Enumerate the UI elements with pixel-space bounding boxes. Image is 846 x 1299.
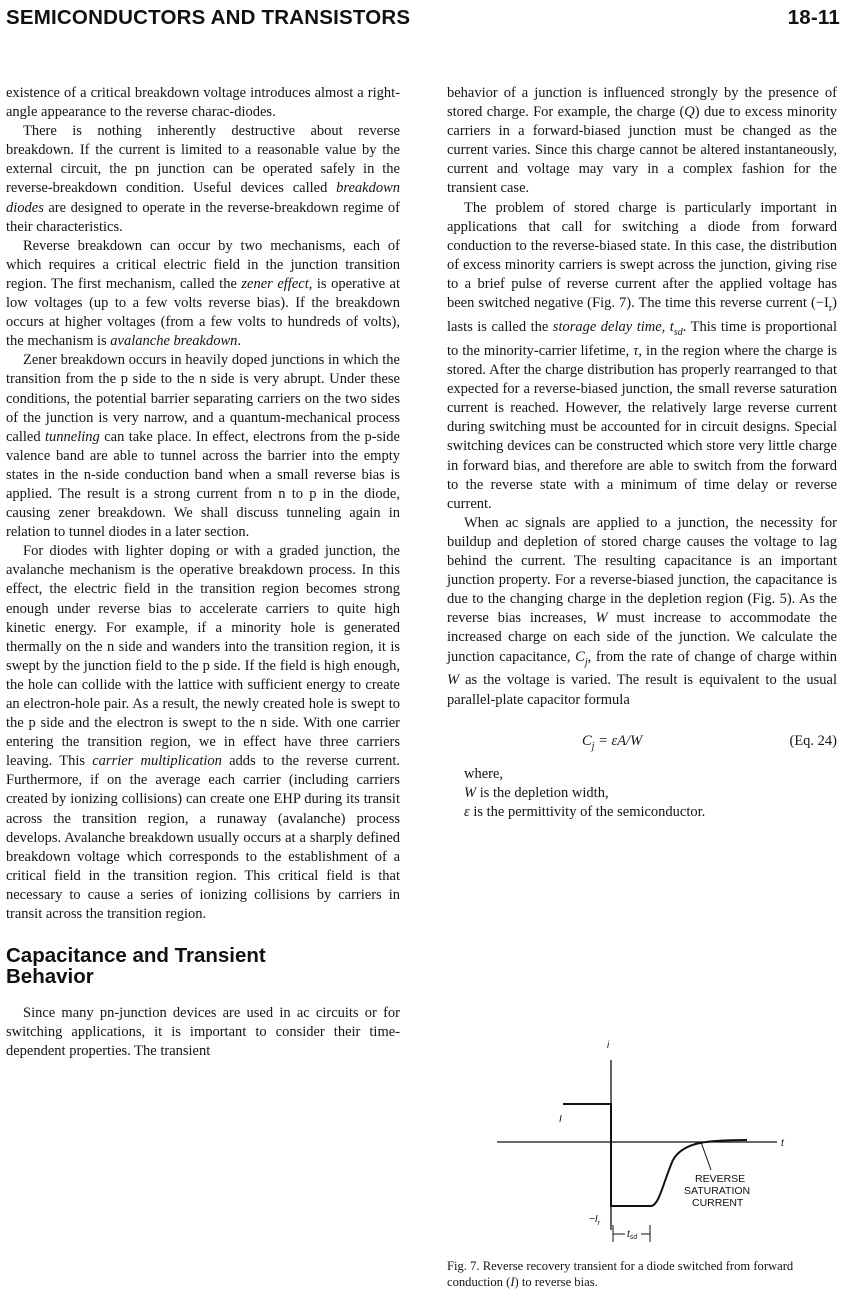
emphasis: zener effect, <box>241 275 313 292</box>
emphasis: breakdown diodes <box>6 180 400 216</box>
definition-item: W is the depletion width, <box>464 784 609 801</box>
paragraph: Zener breakdown occurs in heavily doped junctions in which the transition from the p side to the n side is very abrupt. Under these conditions, the potential barrier separating carriers on the two sides of the junction is very narrow, and a quantum-mechanical process called tunneling can take place. In effect, electrons from the p-side valence band are able to tunnel across the barrier into the empty states in the n-side conduction band when a small reverse bias is applied. The result is a strong current from n to p in the diode, causing zener breakdown. We shall discuss tunneling again in relation to tunnel diodes in a later section. <box>6 352 400 541</box>
definition-list <box>447 784 837 822</box>
paragraph: behavior of a junction is influenced strongly by the presence of stored charge. For example, the charge (Q) due to excess minority carriers in a forward-biased junction must be changed as the current varies. Since this charge cannot be altered instantaneously, current and voltage may vary in a complex fashion for the transient case. <box>447 85 837 197</box>
annotation-leader <box>701 1142 711 1170</box>
left-column <box>6 84 400 1061</box>
paragraph: existence of a critical breakdown voltage introduces almost a right-angle appearance to the reverse charac-diodes. <box>6 85 400 121</box>
paragraph: Since many pn-junction devices are used in ac circuits or for switching applications, it is important to consider their time-dependent properties. The transient <box>6 1005 400 1060</box>
page-header <box>6 6 840 34</box>
page-number: 18-11 <box>787 6 840 29</box>
definition-item: ε is the permittivity of the semiconductor. <box>464 803 706 820</box>
storage-delay-label: $t_{sd}$ <box>627 1229 638 1241</box>
figure-7 <box>447 1030 837 1240</box>
section-heading: Capacitance and Transient Behavior <box>6 944 266 989</box>
annotation-line: CURRENT <box>692 1197 744 1209</box>
running-title: SEMICONDUCTORS AND TRANSISTORS <box>6 6 411 29</box>
emphasis: tunneling <box>45 428 100 445</box>
paragraph: Reverse breakdown can occur by two mechanisms, each of which requires a critical electric field in the junction transition region. The first mechanism, called the zener effect, is operative at low voltages (up to a few volts reverse bias). If the breakdown occurs at higher voltages (from a few volts to hundreds of volts), the mechanism is avalanche breakdown. <box>6 237 400 350</box>
paragraph: The problem of stored charge is particularly important in applications that call for switching a diode from forward conduction to the reverse-biased state. In this case, the distribution of excess minority carriers is swept across the junction, giving rise to a brief pulse of reverse current after the applied voltage has been switched negative (Fig. 7). The time this reverse current $(-I_r)$ lasts is called the storage delay time, $t_{sd}$. This time is proportional to the minority-carrier lifetime, τ, in the region where the charge is stored. After the charge distribution has properly rearranged to that expected for a reverse-biased junction, the small reverse saturation current is reached. However, the relatively large reverse current during switching must be accounted for in circuit designs. Special switching devices can be constructed which store very little charge in forward bias, and therefore are able to switch from the forward to the reverse state with a minimum of time delay or reverse current. <box>447 199 838 512</box>
reverse-current-label: $-I_r$ <box>589 1214 600 1227</box>
forward-current-label: I <box>559 1114 562 1125</box>
i-axis-label: i <box>607 1040 610 1051</box>
equation-number: (Eq. 24) <box>789 732 837 749</box>
annotation-line: SATURATION <box>684 1185 751 1197</box>
t-axis-label: t <box>781 1138 784 1149</box>
paragraph: When ac signals are applied to a junction, the necessity for buildup and depletion of stored charge causes the voltage to lag behind the current. The resulting capacitance is an important junction property. For a reverse-biased junction, the capacitance is due to the changing charge in the depletion region (Fig. 5). As the reverse bias increases, W must increase to accommodate the increased charge on each side of the junction. We calculate the junction capacitance, $C_j$, from the rate of change of charge within W as the voltage is varied. The result is equivalent to the usual parallel-plate capacitor formula <box>447 514 837 708</box>
paragraph: There is nothing inherently destructive about reverse breakdown. If the current is limited to a reasonable value by the external circuit, the pn junction can be operated safely in the reverse-breakdown condition. Useful devices called breakdown diodes are designed to operate in the reverse-breakdown regime of their characteristics. <box>6 123 400 235</box>
where-label: where, <box>464 765 504 782</box>
emphasis: carrier multiplication <box>92 753 222 770</box>
annotation-line: REVERSE <box>695 1173 746 1185</box>
emphasis: avalanche breakdown <box>110 333 238 350</box>
reverse-recovery-diagram <box>447 1030 837 1245</box>
paragraph: For diodes with lighter doping or with a graded junction, the avalanche mechanism is the operative breakdown process. In this effect, the electric field in the transition region becomes strong enough under reverse bias to accelerate carriers to quite high kinetic energy. For example, if a minority hole is generated thermally on the n side and wanders into the transition region, it is swept by the junction field to the p side. If the field is high enough, the hole can collide with the lattice with sufficient energy to create an electron-hole pair. As a result, the newly created hole is swept to the p side and the electron is swept to the n side. With one carrier entering the transition region, we in effect have three carriers leaving. This carrier multiplication adds to the reverse current. Furthermore, if on the average each carrier (including carriers created by ionizing collisions) can create one EHP during its transit across the transition region, a runaway (avalanche) process develops. Avalanche breakdown usually occurs at a sharply defined breakdown voltage which corresponds to the establishment of a critical field in the transition region. This critical field is that necessary to cause a series of ionizing collisions by carriers in transit across the transition region. <box>6 543 400 923</box>
equation-formula: $C_j = \varepsilon A/W$ <box>582 732 643 752</box>
figure-caption: Fig. 7. Reverse recovery transient for a diode switched from forward conduction (I) to reverse bias. <box>447 1259 794 1289</box>
equation-24 <box>447 729 837 755</box>
emphasis: storage delay time, $t_{sd}$ <box>552 319 683 338</box>
right-column <box>447 84 837 822</box>
